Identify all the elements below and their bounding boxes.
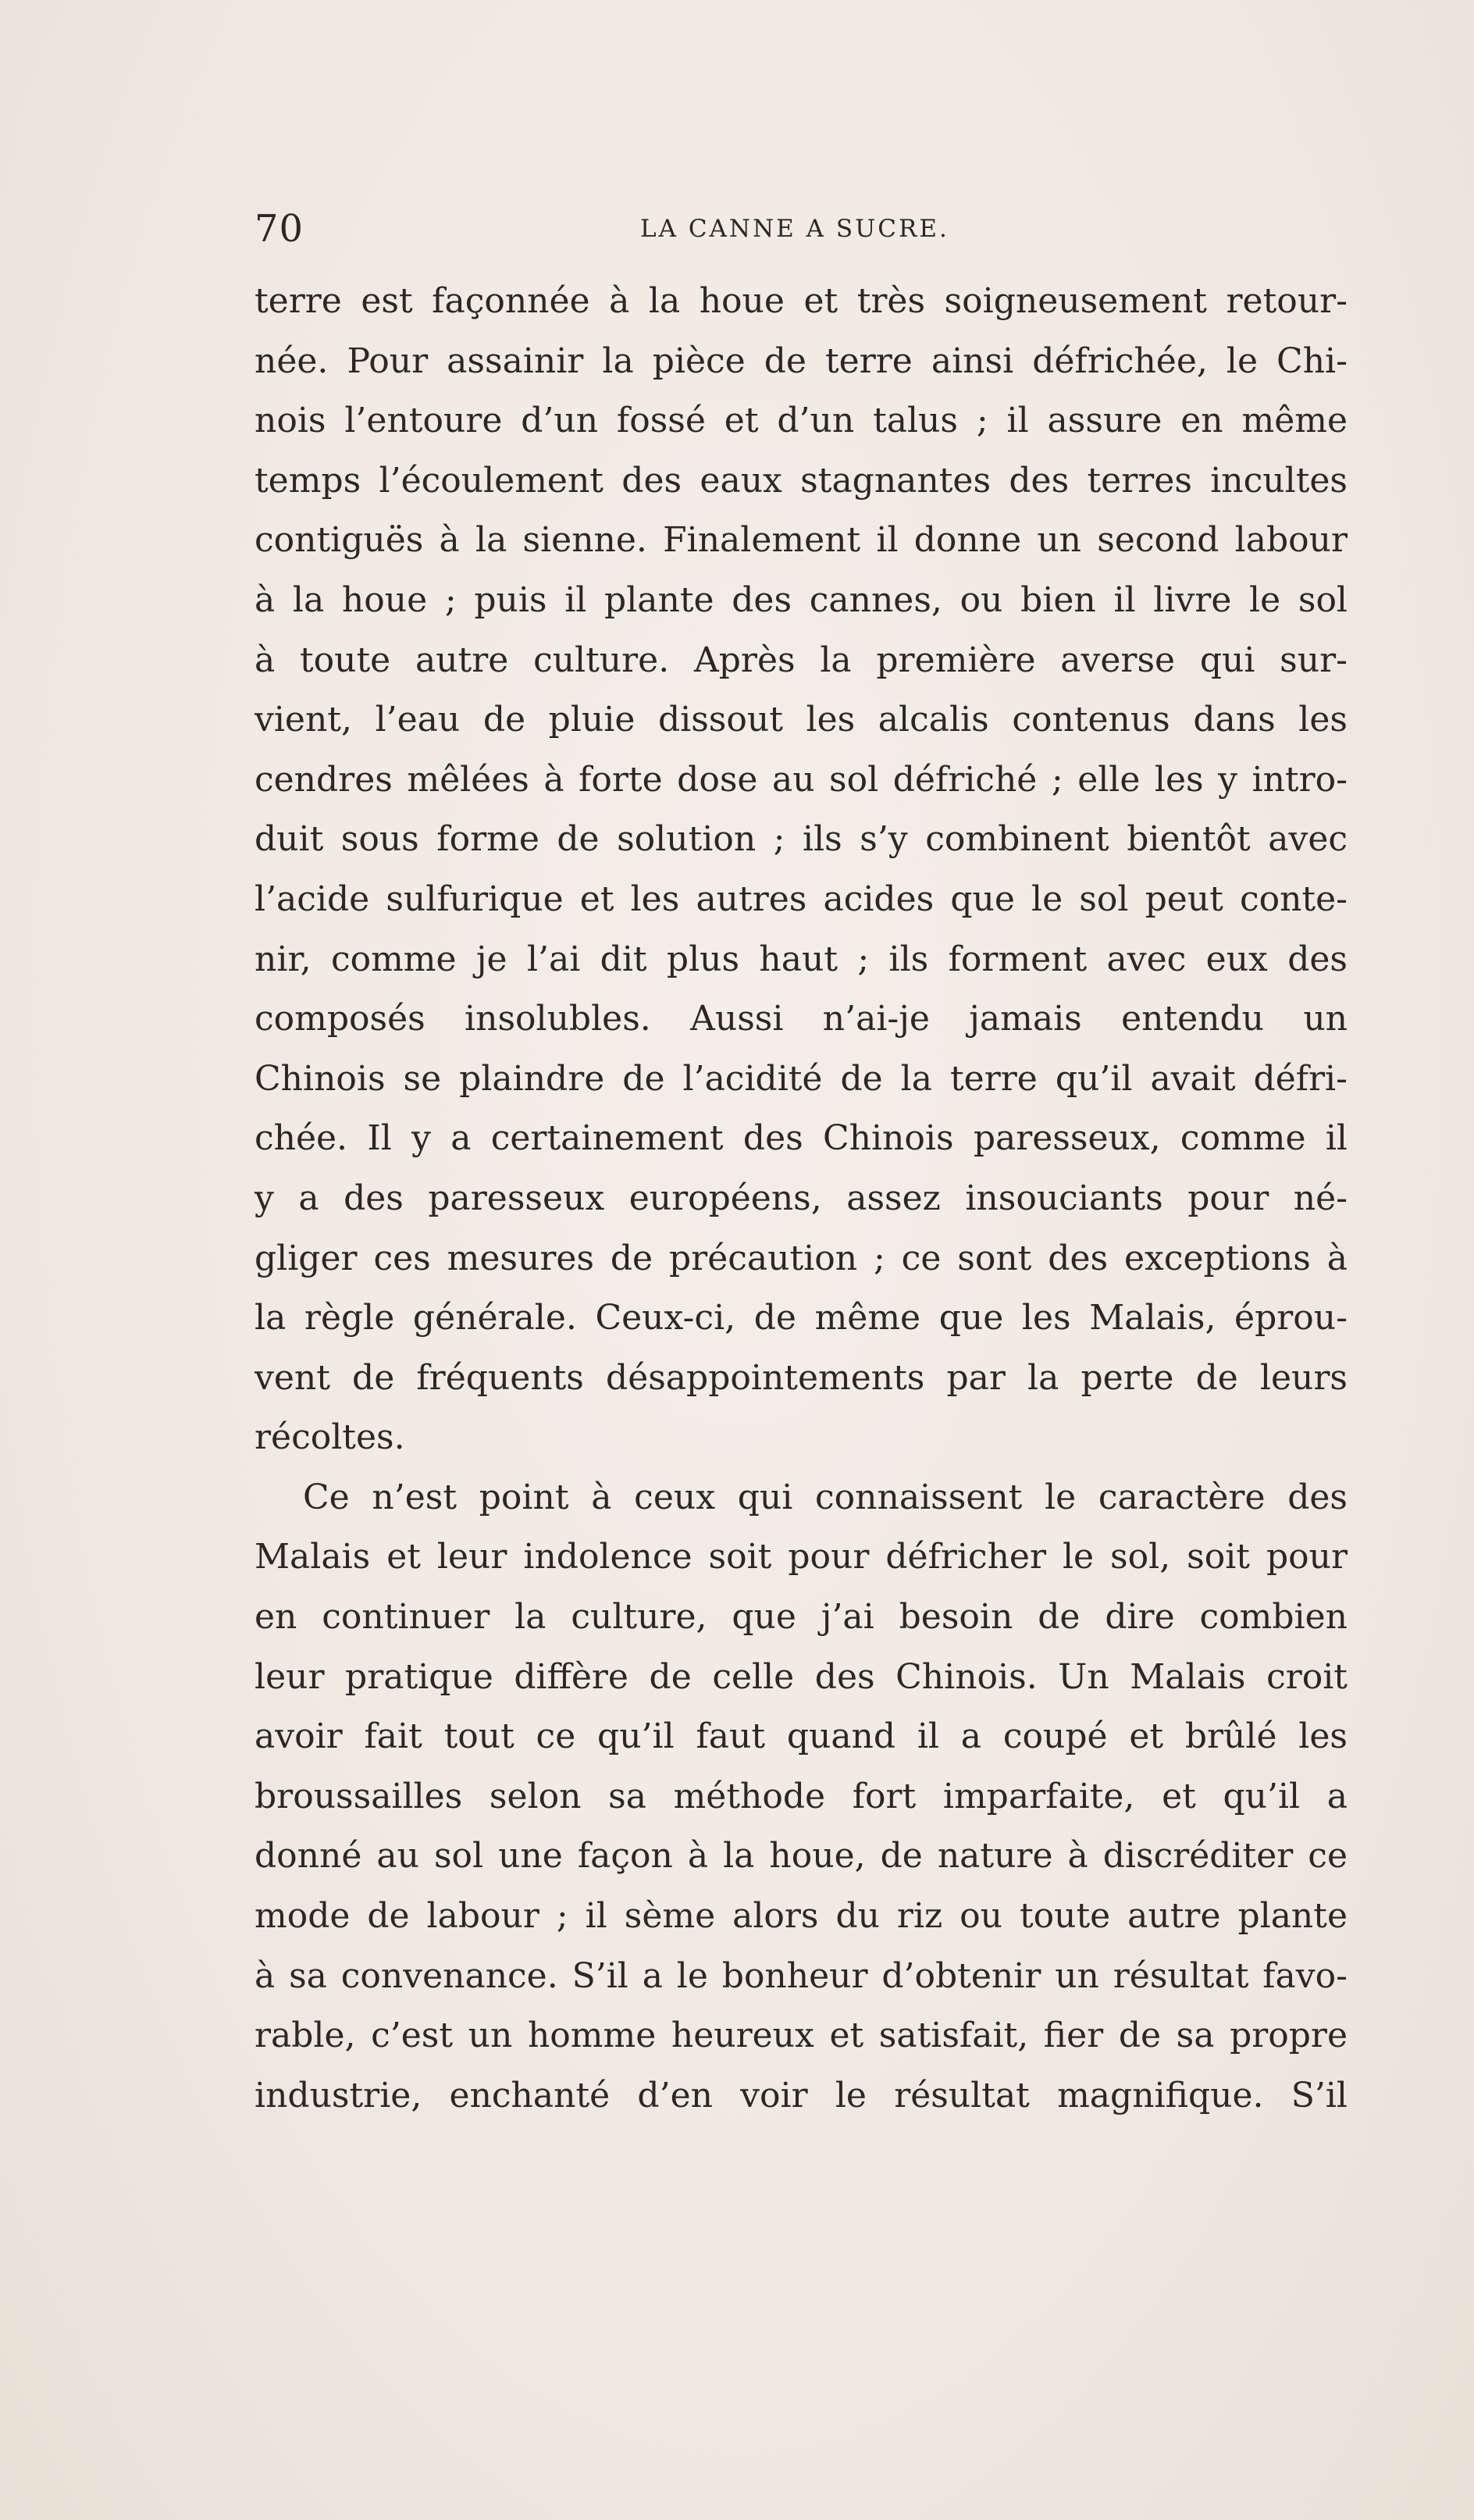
text-line: en continuer la culture, que j’ai besoin de dire combien bbox=[255, 1597, 1348, 1638]
text-line: leur pratique diffère de celle des Chinois. Un Malais croit bbox=[255, 1656, 1348, 1697]
text-line: l’acide sulfurique et les autres acides que le sol peut conte- bbox=[255, 879, 1348, 919]
text-line: chée. Il y a certainement des Chinois paresseux, comme il bbox=[255, 1118, 1348, 1159]
text-line: Malais et leur indolence soit pour défricher le sol, soit pour bbox=[255, 1537, 1348, 1577]
text-line: donné au sol une façon à la houe, de nature à discréditer ce bbox=[255, 1836, 1348, 1877]
text-line: contiguës à la sienne. Finalement il donne un second labour bbox=[255, 520, 1348, 561]
text-line: rable, c’est un homme heureux et satisfait, fier de sa propre bbox=[255, 2016, 1348, 2056]
text-line: industrie, enchanté d’en voir le résultat magnifique. S’il bbox=[255, 2075, 1348, 2115]
text-line: née. Pour assainir la pièce de terre ainsi défrichée, le Chi- bbox=[255, 340, 1348, 381]
text-line: Chinois se plaindre de l’acidité de la terre qu’il avait défri- bbox=[255, 1058, 1348, 1099]
text-line: avoir fait tout ce qu’il faut quand il a coupé et brûlé les bbox=[255, 1716, 1348, 1757]
text-line: à sa convenance. S’il a le bonheur d’obtenir un résultat favo- bbox=[255, 1955, 1348, 1996]
text-line: vient, l’eau de pluie dissout les alcalis contenus dans les bbox=[255, 700, 1348, 740]
text-line: mode de labour ; il sème alors du riz ou toute autre plante bbox=[255, 1896, 1348, 1937]
page-number: 70 bbox=[255, 207, 304, 251]
text-line: gliger ces mesures de précaution ; ce sont des exceptions à bbox=[255, 1238, 1348, 1278]
text-line: terre est façonnée à la houe et très soigneusement retour- bbox=[255, 281, 1348, 321]
text-line: composés insolubles. Aussi n’ai-je jamais entendu un bbox=[255, 999, 1348, 1039]
page-header bbox=[255, 201, 1348, 256]
text-line: la règle générale. Ceux-ci, de même que les Malais, éprou- bbox=[255, 1298, 1348, 1338]
text-line: nois l’entoure d’un fossé et d’un talus ; il assure en même bbox=[255, 401, 1348, 441]
body-text bbox=[255, 272, 1348, 2126]
text-line: Ce n’est point à ceux qui connaissent le caractère des bbox=[303, 1477, 1348, 1517]
text-line: vent de fréquents désappointements par la perte de leurs bbox=[255, 1357, 1348, 1398]
text-line: y a des paresseux européens, assez insouciants pour né- bbox=[255, 1178, 1348, 1218]
text-line: cendres mêlées à forte dose au sol défriché ; elle les y intro- bbox=[255, 759, 1348, 800]
text-line: duit sous forme de solution ; ils s’y combinent bientôt avec bbox=[255, 819, 1348, 860]
text-line: à la houe ; puis il plante des cannes, ou bien il livre le sol bbox=[255, 579, 1348, 620]
text-line: nir, comme je l’ai dit plus haut ; ils forment avec eux des bbox=[255, 939, 1348, 979]
text-line: à toute autre culture. Après la première averse qui sur- bbox=[255, 640, 1348, 680]
text-line: récoltes. bbox=[255, 1417, 405, 1458]
text-line: broussailles selon sa méthode fort imparfaite, et qu’il a bbox=[255, 1776, 1348, 1816]
text-line: temps l’écoulement des eaux stagnantes des terres incultes bbox=[255, 460, 1348, 501]
running-title: LA CANNE A SUCRE. bbox=[640, 215, 949, 243]
